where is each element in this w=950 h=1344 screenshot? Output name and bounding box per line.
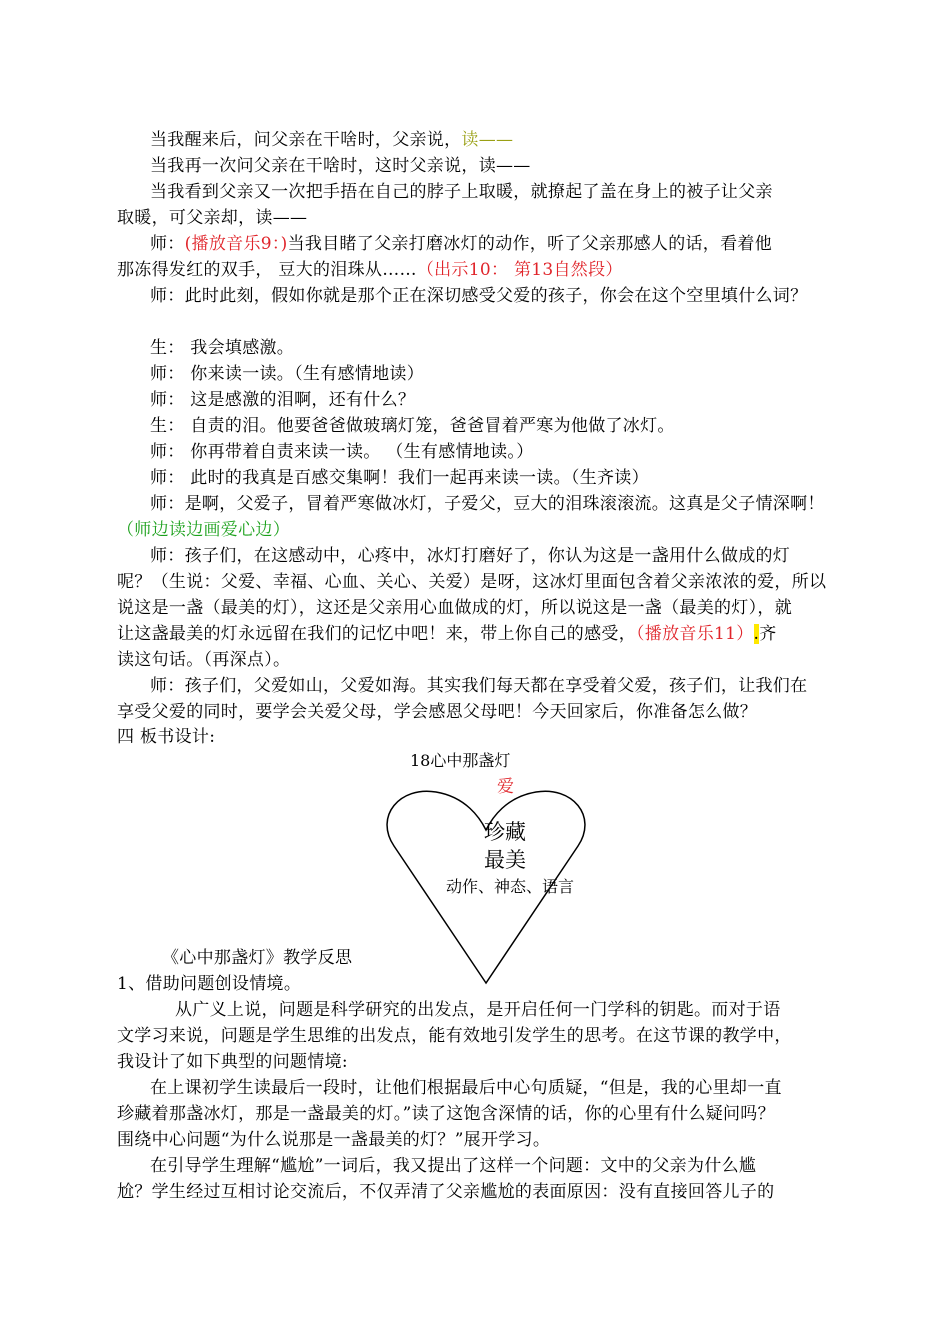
board-love-label: 爱: [497, 777, 514, 797]
paragraph-line: 尬？学生经过互相讨论交流后，不仅弄清了父亲尴尬的表面原因：没有直接回答儿子的: [117, 1182, 775, 1202]
paragraph-line: 师：(播放音乐9：)当我目睹了父亲打磨冰灯的动作，听了父亲那感人的话，看着他: [150, 234, 772, 254]
dialogue-line: 师： 此时的我真是百感交集啊！我们一起再来读一读。（生齐读）: [150, 468, 649, 488]
dialogue-line: 生： 自责的泪。他要爸爸做玻璃灯笼，爸爸冒着严寒为他做了冰灯。: [150, 416, 675, 436]
paragraph-line: 让这盏最美的灯永远留在我们的记忆中吧！来，带上你自己的感受，（播放音乐11）.齐: [117, 624, 777, 644]
paragraph-line: 围绕中心问题“为什么说那是一盏最美的灯？”展开学习。: [117, 1130, 551, 1150]
paragraph-line: 师：孩子们，在这感动中，心疼中，冰灯打磨好了，你认为这是一盏用什么做成的灯: [150, 546, 791, 566]
paragraph-line: 当我看到父亲又一次把手捂在自己的脖子上取暖，就撩起了盖在身上的被子让父亲: [150, 182, 773, 202]
section-heading: 四 板书设计:: [117, 727, 216, 747]
paragraph-line: 享受父爱的同时，要学会关爱父母，学会感恩父母吧！今天回家后，你准备怎么做？: [117, 702, 758, 722]
paragraph-line: 在引导学生理解“尴尬”一词后，我又提出了这样一个问题：文中的父亲为什么尴: [150, 1156, 757, 1176]
board-word-most-beautiful: 最美: [484, 848, 526, 872]
board-word-actions: 动作、神态、语言: [445, 877, 574, 896]
paragraph-line: 师：此时此刻，假如你就是那个正在深切感受父爱的孩子，你会在这个空里填什么词？: [150, 286, 808, 306]
paragraph-line: 那冻得发红的双手， 豆大的泪珠从……（出示10： 第13自然段）: [117, 260, 623, 280]
paragraph-line: 读这句话。（再深点）。: [117, 650, 291, 670]
paragraph-line: 我设计了如下典型的问题情境:: [117, 1052, 348, 1072]
board-title: 18心中那盏灯: [410, 751, 511, 770]
paragraph-line: 从广义上说，问题是科学研究的出发点，是开启任何一门学科的钥匙。而对于语: [175, 1000, 781, 1020]
board-word-treasure: 珍藏: [484, 820, 526, 844]
dialogue-line: 生： 我会填感激。: [150, 338, 295, 358]
dialogue-line: 师： 你再带着自责来读一读。 （生有感情地读。）: [150, 442, 534, 462]
paragraph-line: 文学习来说，问题是学生思维的出发点，能有效地引发学生的思考。在这节课的教学中，: [117, 1026, 792, 1046]
paragraph-line: （师边读边画爱心边）: [117, 520, 290, 540]
paragraph-line: 师：是啊，父爱子，冒着严寒做冰灯，子爱父，豆大的泪珠滚滚流。这真是父子情深啊！: [150, 494, 825, 514]
paragraph-line: 师：孩子们，父爱如山，父爱如海。其实我们每天都在享受着父爱，孩子们，让我们在: [150, 676, 808, 696]
reflection-point: 1、借助问题创设情境。: [117, 974, 302, 994]
paragraph-line: 当我醒来后，问父亲在干啥时，父亲说，读——: [150, 130, 514, 150]
paragraph-line: 珍藏着那盏冰灯，那是一盏最美的灯。”读了这饱含深情的话，你的心里有什么疑问吗？: [117, 1104, 775, 1124]
dialogue-line: 师： 这是感激的泪啊，还有什么？: [150, 390, 416, 410]
paragraph-line: 说这是一盏（最美的灯），这还是父亲用心血做成的灯，所以说这是一盏（最美的灯），就: [117, 598, 792, 618]
paragraph-line: 取暖，可父亲却，读——: [117, 208, 308, 228]
paragraph-line: 呢？（生说：父爱、幸福、心血、关心、关爱）是呀，这冰灯里面包含着父亲浓浓的爱，所以: [117, 572, 827, 592]
paragraph-line: 在上课初学生读最后一段时，让他们根据最后中心句质疑，“但是，我的心里却一直: [150, 1078, 782, 1098]
reflection-title: 《心中那盏灯》教学反思: [162, 948, 353, 968]
paragraph-line: 当我再一次问父亲在干啥时，这时父亲说，读——: [150, 156, 531, 176]
dialogue-line: 师： 你来读一读。（生有感情地读）: [150, 364, 425, 384]
